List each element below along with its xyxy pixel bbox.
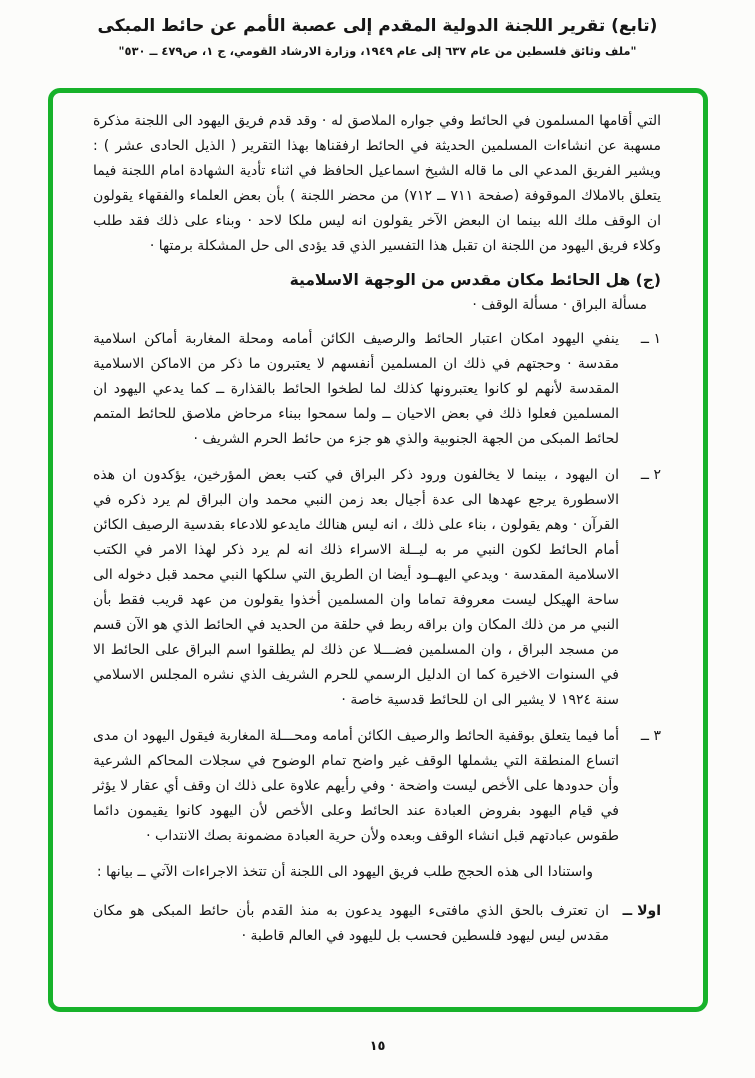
- item-2-text: ان اليهود ، بينما لا يخالفون ورود ذكر البراق في كتب بعض المؤرخين، يؤكدون ان هذه الاسطورة يرجع عهدها الى عدة أجيال بعد زمن النبي محمد وان البراق لم يرد ذكره في القرآن · وهم يقولون ، بناء على ذلك ، انه ليس هنالك مايدعو للادعاء بقدسية الرصيف الكائن أمام الحائط لكون النبي مر به ليــلة الاسراء ذلك انه لم يرد ذكر لهذا الامر في الكتب الاسلامية المقدسة · ويدعي اليهــود أيضا ان الطريق التي سلكها النبي محمد قبل دخوله الى ساحة الهيكل ليست معروفة تماما وان المسلمين أخذوا يقولون من عهد قريب فقط بأن النبي مر من ذلك المكان وان براقه ربط في حلقة من الحديد في الحائط الذي هو الآن قسم من مسجد البراق ، وان المسلمين فضـــلا عن ذلك لم يطلقوا اسم البراق على الحائط الا في السنوات الاخيرة كما ان الدليل الرسمي للحرم الشريف الذي نشره المجلس الاسلامي سنة ١٩٢٤ لا يشير الى ان للحائط قدسية خاصة ·: [93, 467, 619, 708]
- item-3-text: أما فيما يتعلق بوقفية الحائط والرصيف الكائن أمامه ومحـــلة المغاربة فيقول اليهود ان مدى اتساع المنطقة التي يشملها الوقف غير واضح تمام الوضوح في سجلات المحاكم الشرعية وأن حدودها على الأخص ليست واضحة · وفي رأيهم علاوة على ذلك ان وقف أي عقار لا يؤثر في قيام اليهود بفروض العبادة عند الحائط وعلى الأخص لأن اليهود كانوا يقيمون دائما طقوس عبادتهم قبل انشاء الوقف وبعده ولأن حرية العبادة مضمونة بصك الانتداب ·: [93, 728, 619, 844]
- section-subtitle: مسألة البراق · مسألة الوقف ·: [472, 297, 647, 313]
- first-demand-item: [93, 899, 661, 949]
- document-source-citation: "ملف وثائق فلسطين من عام ٦٣٧ إلى عام ١٩٤٩، وزارة الارشاد القومي، ج ١، ص٤٧٩ ــ ٥٣٠": [118, 44, 637, 58]
- page-header: [0, 0, 755, 58]
- page-number: ١٥: [369, 1039, 386, 1054]
- numbered-item-2: [93, 463, 661, 713]
- section-heading: (ج) هل الحائط مكان مقدس من الوجهة الاسلامية: [289, 271, 661, 289]
- first-demand-text: ان تعترف بالحق الذي مافتىء اليهود يدعون به منذ القدم بأن حائط المبكى هو مكان مقدس ليس ليهود فلسطين فحسب بل لليهود في العالم قاطبة ·: [93, 903, 609, 944]
- numbered-item-1: [93, 327, 661, 452]
- intro-paragraph: التي أقامها المسلمون في الحائط وفي جواره الملاصق له · وقد قدم فريق اليهود الى اللجنة مذكرة مسهبة عن انشاءات المسلمين الحديثة في الحائط ارفقناها بهذا التقرير ( الذيل الحادى عشر ) : ويشير الفريق المدعي الى ما قاله الشيخ اسماعيل الحافظ في اثناء تأدية الشهادة امام اللجنة فيما يتعلق بالاملاك الموقوفة (صفحة ٧١١ ــ ٧١٢) من محضر اللجنة ) بأن بعض العلماء والفقهاء يقولون ان الوقف ملك الله بينما ان البعض الآخر يقولون انه ليس ملكا لاحد · وبناء على ذلك فقد طلب وكلاء فريق اليهود من اللجنة ان تقبل هذا التفسير الذي قد يؤدى الى حل المشكلة برمتها ·: [93, 113, 661, 254]
- item-3-number: ٣ ــ: [640, 728, 661, 744]
- first-demand-label: اولا ــ: [622, 903, 661, 919]
- numbered-item-3: [93, 724, 661, 849]
- content-frame: [48, 88, 708, 1012]
- item-2-number: ٢ ــ: [640, 467, 661, 483]
- item-1-text: ينفي اليهود امكان اعتبار الحائط والرصيف الكائن أمامه ومحلة المغاربة أماكن اسلامية مقدسة · وحجتهم في ذلك ان المسلمين أنفسهم لا يعتبرون ما ذكر من الاماكن الاسلامية المقدسة لأنهم لو كانوا يعتبرونها كذلك لما لطخوا الحائط بالقذارة ــ كما يدعي اليهود ان المسلمين فعلوا ذلك في بعض الاحيان ــ ولما سمحوا ببناء مرحاض ملاصق للحائط المتمم لحائط المبكى من الجهة الجنوبية والذي هو جزء من حائط الحرم الشريف ·: [93, 331, 619, 447]
- page-footer: [0, 1039, 755, 1054]
- item-1-number: ١ ــ: [640, 331, 661, 347]
- closing-paragraph: واستنادا الى هذه الحجج طلب فريق اليهود الى اللجنة أن تتخذ الاجراءات الآتي ــ بيانها :: [96, 864, 593, 880]
- document-title: (تابع) تقرير اللجنة الدولية المقدم إلى عصبة الأمم عن حائط المبكى: [97, 16, 658, 36]
